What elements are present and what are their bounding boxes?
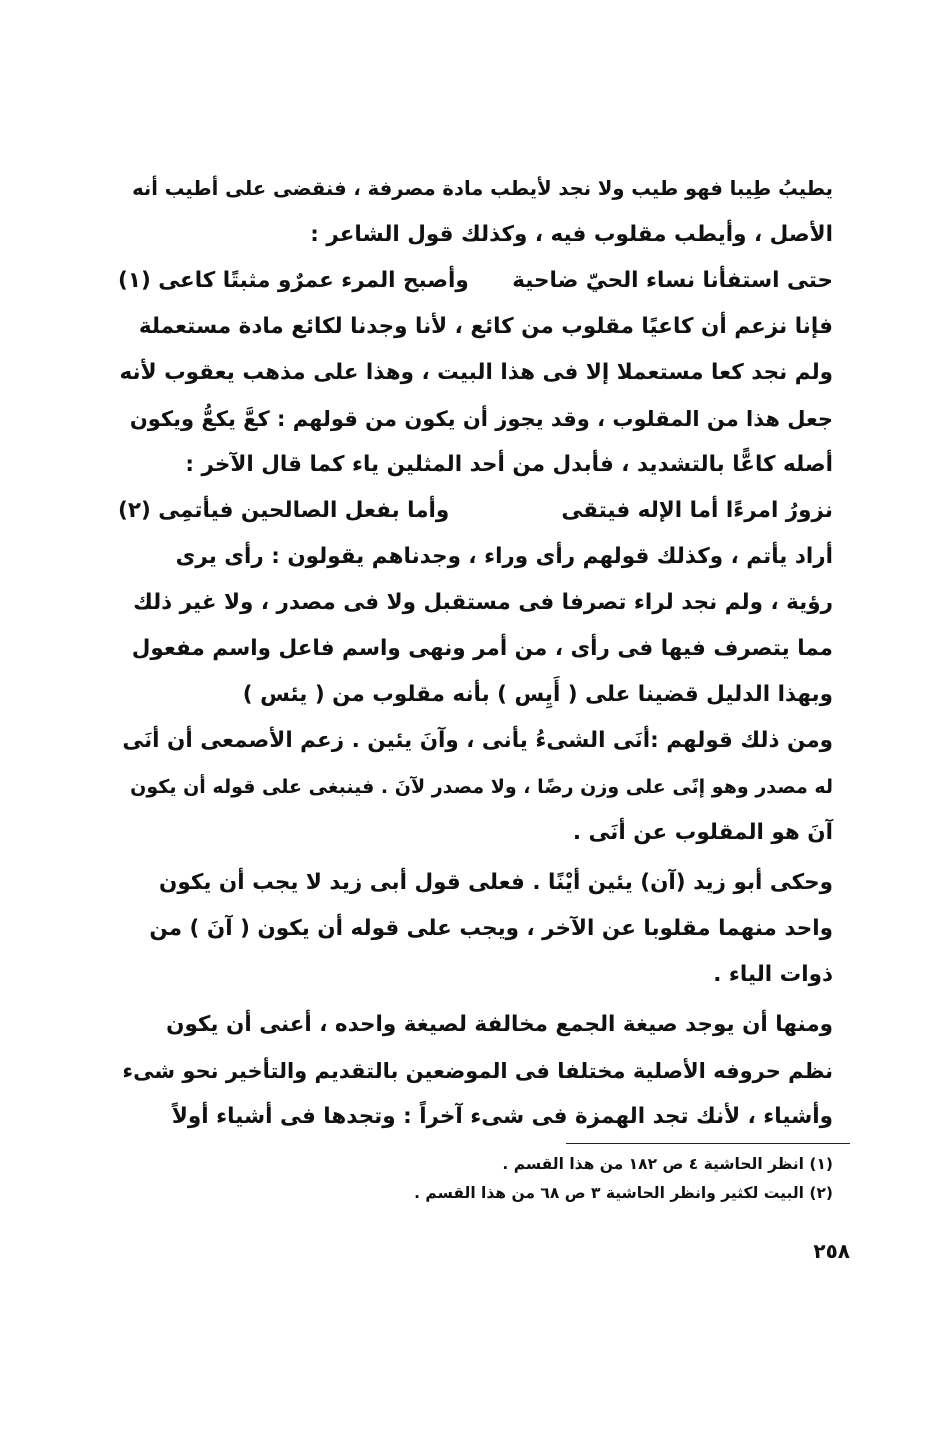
footnotes [200,1150,833,1208]
main-text [118,166,833,1140]
verse-2-second-hemistich: وأما بفعل الصالحين فيأتمِى (٢) [118,498,450,523]
text-line-7: أصله كاعًّا بالتشديد ، فأبدل من أحد المثلين ياء كما قال الآخر : [185,452,833,477]
text-line-21: وأشياء ، لأنك تجد الهمزة فى شىء آخراً : وتجدها فى أشياء أولاً [171,1104,833,1129]
text-line-10: رؤية ، ولم نجد لراء تصرفا فى مستقبل ولا فى مصدر ، ولا غير ذلك [133,590,833,615]
text-line-13: ومن ذلك قولهم :أنَى الشىءُ يأنى ، وآنَ يئين . زعم الأصمعى أن أنَى [122,728,833,753]
text-line-2: الأصل ، وأيطب مقلوب فيه ، وكذلك قول الشاعر : [310,222,833,247]
text-line-5: ولم نجد كعا مستعملا إلا فى هذا البيت ، وهذا على مذهب يعقوب لأنه [119,360,833,385]
text-line-16: وحكى أبو زيد (آن) يئين أيْنًا . فعلى قول أبى زيد لا يجب أن يكون [159,870,833,895]
footnote-separator [566,1143,850,1144]
text-line-14: له مصدر وهو إنًى على وزن رضًا ، ولا مصدر لآنَ . فينبغى على قوله أن يكون [130,776,833,798]
footnote-1: (١) انظر الحاشية ٤ ص ١٨٢ من هذا القسم . [502,1155,833,1173]
text-line-1: يطيبُ طِيبا فهو طيب ولا نجد لأيطب مادة مصرفة ، فنقضى على أطيب أنه [132,177,833,200]
text-line-9: أراد يأتم ، وكذلك قولهم رأى وراء ، وجدناهم يقولون : رأى يرى [175,544,833,569]
verse-1 [118,258,833,304]
text-line-18: ذوات الياء . [713,962,833,987]
verse-2 [118,488,833,534]
text-line-4: فإنا نزعم أن كاعيًا مقلوب من كائع ، لأنا وجدنا لكائع مادة مستعملة [138,314,833,339]
footnote-2: (٢) البيت لكثير وانظر الحاشية ٣ ص ٦٨ من هذا القسم . [414,1184,833,1202]
verse-2-first-hemistich: نزورُ امرءًا أما الإله فيتقى [561,498,833,523]
text-line-19: ومنها أن يوجد صيغة الجمع مخالفة لصيغة واحده ، أعنى أن يكون [166,1012,833,1037]
text-line-20: نظم حروفه الأصلية مختلفا فى الموضعين بالتقديم والتأخير نحو شىء [122,1059,833,1083]
text-line-17: واحد منهما مقلوبا عن الآخر ، ويجب على قوله أن يكون ( آنَ ) من [149,916,833,941]
verse-1-first-hemistich: حتى استفأنا نساء الحيّ ضاحية [512,268,833,293]
text-line-11: مما يتصرف فيها فى رأى ، من أمر ونهى واسم فاعل واسم مفعول [131,636,833,661]
text-line-15: آنَ هو المقلوب عن أنَى . [572,820,833,845]
verse-1-second-hemistich: وأصبح المرء عمرٌو مثبتًا كاعى (١) [118,268,469,293]
page-number: ٢٥٨ [813,1239,850,1263]
text-line-12: وبهذا الدليل قضينا على ( أَيِس ) بأنه مقلوب من ( يئس ) [242,682,833,707]
text-line-6: جعل هذا من المقلوب ، وقد يجوز أن يكون من قولهم : كعَّ يكعُّ ويكون [129,407,833,431]
